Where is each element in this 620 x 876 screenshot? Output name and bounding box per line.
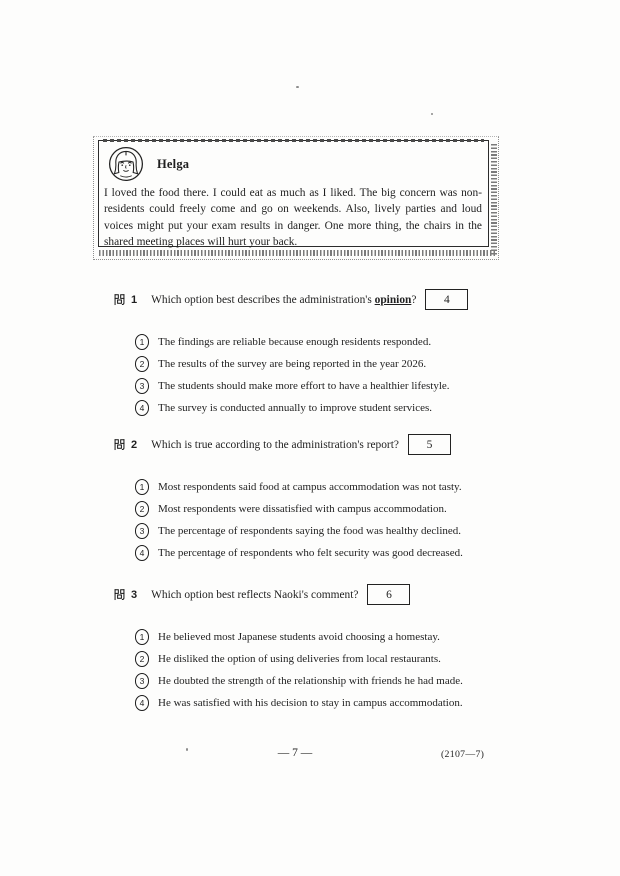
comment-text: I loved the food there. I could eat as much as I liked. The big concern was non-residents could freely come and go on weekends. Also, lively parties and loud voices might put your exam results in danger. One more thing, the chairs in the shared meeting places will hurt your back. <box>104 187 482 249</box>
question-2-line <box>113 434 515 455</box>
emphasized-word: opinion <box>374 293 412 306</box>
mon-kanji-icon <box>113 438 126 451</box>
question-1-label <box>113 293 137 306</box>
option-text: The survey is conducted annually to improve student services. <box>158 402 433 414</box>
scan-speck <box>296 86 299 88</box>
circled-number-icon: 3 <box>135 378 149 394</box>
comment-card-outer-frame <box>93 136 499 260</box>
option-text: The findings are reliable because enough residents responded. <box>158 336 432 348</box>
circled-number-icon: 4 <box>135 695 149 711</box>
circled-number-icon: 2 <box>135 356 149 372</box>
comment-card <box>98 140 489 247</box>
scan-speck <box>186 748 188 751</box>
option-text: The percentage of respondents who felt security was good decreased. <box>158 547 463 559</box>
question-3-line <box>113 584 515 605</box>
question-3-prompt: Which option best reflects Naoki's comment? <box>151 588 359 601</box>
option-text: The results of the survey are being reported in the year 2026. <box>158 358 427 370</box>
question-1-line <box>113 289 515 310</box>
answer-number-box: 4 <box>425 289 468 310</box>
option-text: The percentage of respondents saying the food was healthy declined. <box>158 525 462 537</box>
speaker-name: Helga <box>157 156 190 171</box>
circled-number-icon: 2 <box>135 651 149 667</box>
comment-card-header <box>99 141 488 182</box>
question-number: 1 <box>131 293 138 306</box>
mon-kanji-icon <box>113 588 126 601</box>
option <box>135 331 515 353</box>
option <box>135 692 515 714</box>
question-3-options <box>135 626 515 714</box>
question-number: 3 <box>131 588 138 601</box>
option <box>135 397 515 419</box>
circled-number-icon: 4 <box>135 400 149 416</box>
card-bottom-decoration <box>99 250 497 256</box>
helga-avatar-icon <box>108 146 144 182</box>
mon-kanji-icon <box>113 293 126 306</box>
circled-number-icon: 2 <box>135 501 149 517</box>
option <box>135 542 515 564</box>
answer-number-box: 6 <box>367 584 410 605</box>
question-number: 2 <box>131 438 138 451</box>
option-text: Most respondents were dissatisfied with campus accommodation. <box>158 503 447 515</box>
option-text: He disliked the option of using deliveries from local restaurants. <box>158 653 441 665</box>
option <box>135 670 515 692</box>
card-right-decoration <box>491 144 497 256</box>
question-2 <box>113 434 515 564</box>
answer-number-box: 5 <box>408 434 451 455</box>
page-number: — 7 — <box>277 747 313 759</box>
option-text: The students should make more effort to have a healthier lifestyle. <box>158 380 450 392</box>
question-3-label <box>113 588 137 601</box>
question-2-prompt: Which is true according to the administration's report? <box>151 438 399 451</box>
question-3 <box>113 584 515 714</box>
option <box>135 520 515 542</box>
option-text: He was satisfied with his decision to stay in campus accommodation. <box>158 697 463 709</box>
circled-number-icon: 3 <box>135 523 149 539</box>
circled-number-icon: 1 <box>135 629 149 645</box>
question-1 <box>113 289 515 419</box>
option-text: He believed most Japanese students avoid choosing a homestay. <box>158 631 440 643</box>
circled-number-icon: 4 <box>135 545 149 561</box>
question-1-options <box>135 331 515 419</box>
circled-number-icon: 1 <box>135 334 149 350</box>
question-2-label <box>113 438 137 451</box>
question-1-prompt: Which option best describes the administration's opinion? <box>151 293 417 306</box>
option <box>135 648 515 670</box>
option <box>135 375 515 397</box>
option <box>135 353 515 375</box>
card-top-decoration <box>103 139 484 142</box>
question-2-options <box>135 476 515 564</box>
scan-speck <box>431 113 433 115</box>
circled-number-icon: 3 <box>135 673 149 689</box>
option <box>135 498 515 520</box>
option-text: Most respondents said food at campus accommodation was not tasty. <box>158 481 462 493</box>
circled-number-icon: 1 <box>135 479 149 495</box>
option-text: He doubted the strength of the relationship with friends he had made. <box>158 675 463 687</box>
option <box>135 626 515 648</box>
option <box>135 476 515 498</box>
form-code: (2107—7) <box>441 749 485 760</box>
